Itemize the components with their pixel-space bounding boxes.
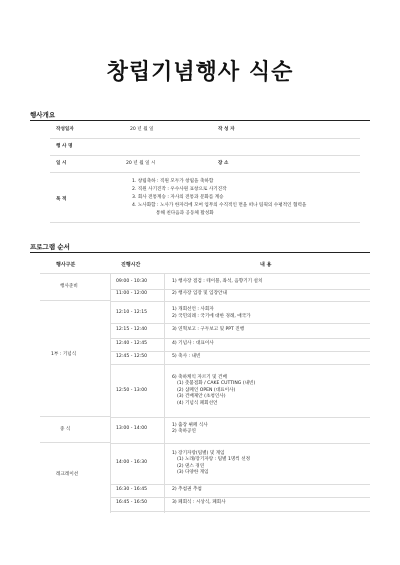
datetime-value: 20 년 월 일 시 [126,161,156,166]
row-content-line: (1) 노래/장기자랑 : 팀별 1명씩 선정 [177,457,251,463]
row-content-line: 6) 축하케익 자르기 및 건배 [172,375,227,380]
header-underline [40,273,370,274]
row-time: 12:50 - 13:00 [116,387,148,393]
event-name-label: 행 사 명 [56,144,73,149]
row-content-line: (3) 건배제안 (초청인사) [177,394,226,400]
row-line [110,511,370,512]
row-time: 12:10 - 12:15 [116,310,148,316]
overview-row-line [50,172,360,173]
header-category: 행사구분 [56,262,76,268]
column-divider [164,273,165,513]
row-content-line: 1) 개회선언 : 사회자 [172,307,214,313]
column-divider [110,273,111,513]
row-content-line: 3) 연혁보고 : 구두보고 및 PPT 진행 [172,327,245,333]
row-content-line: 5) 축사 : 내빈 [172,353,201,359]
row-content [172,307,251,320]
purpose-item: 4. 노사화합 : 노사가 한자리에 모여 업무의 수직적인 면을 떠나 팀웍의 수평적인 협력을 [132,203,307,208]
row-content [172,423,208,436]
group-row-line [40,442,110,443]
row-time: 14:00 - 16:30 [116,460,148,466]
row-content-line: 1) 행사장 점검 : 테이블, 좌석, 음향기기 설치 [172,278,263,284]
program-heading: 프로그램 순서 [30,243,70,251]
purpose-item: 3. 회사 전통계승 : 자사의 전통과 문화를 계승 [132,195,224,200]
row-content-line: 4) 기념사 : 대표이사 [172,340,214,346]
row-content [172,487,202,493]
row-content-line: 2) 국민의례 : 국기에 대한 경례, 애국가 [172,313,251,319]
row-content-line: 1) 장기자랑(팀별) 및 게임 [172,450,225,456]
purpose-item: 통해 친다음과 공동체 활성화 [156,211,214,216]
row-content-line: 2) 추첨권 추첨 [172,486,202,492]
row-time: 16:45 - 16:50 [116,500,148,506]
row-line [110,323,370,324]
row-time: 13:00 - 14:00 [116,425,148,431]
row-content-line: 1) 출장 뷔페 식사 [172,422,208,428]
row-line [110,364,370,365]
row-line [110,289,370,290]
group-label: 레크레이션 [56,472,79,477]
author-label: 작 성 자 [218,127,235,132]
row-content [172,291,227,297]
row-content [172,375,255,407]
row-content [172,327,244,333]
purpose-label: 목 적 [56,197,67,202]
row-content [172,500,226,506]
row-line [110,351,370,352]
row-line [110,443,370,444]
datetime-label: 일 시 [56,161,67,166]
row-time: 09:00 - 10:30 [116,278,148,284]
program-divider [30,252,370,253]
row-content-line: (4) 기념식 폐회선언 [177,400,218,406]
row-line [110,484,370,485]
overview-divider [30,120,370,121]
row-time: 12:45 - 12:50 [116,353,148,359]
row-content-line: (2) 샴페인 OPEN (대표이사) [177,387,236,393]
group-label: 1부 : 기념식 [51,352,77,357]
row-content-line: (3) 다양한 게임 [177,469,209,475]
purpose-item: 1. 창립축하 : 직원 모두가 창립을 축하함 [132,179,214,184]
row-content [172,341,214,347]
group-label: 중 식 [60,427,71,432]
row-line [110,301,370,302]
overview-row-line [50,222,360,223]
row-time: 12:15 - 12:40 [116,327,148,333]
row-time: 11:00 - 12:00 [116,291,148,297]
page-title: 창립기념행사 식순 [106,60,294,85]
header-time: 진행시간 [121,262,141,268]
row-content [172,279,262,285]
row-content [172,451,250,477]
location-label: 장 소 [218,161,229,166]
row-content-line: (2) 댄스 경연 [177,463,205,469]
purpose-item: 2. 직원 사기진작 : 우수사원 표창으로 사기진작 [132,187,227,192]
row-content-line: 2) 축하공연 [172,429,196,434]
row-line [110,417,370,418]
overview-heading: 행사개요 [30,111,56,119]
row-time: 12:40 - 12:45 [116,340,148,346]
row-line [110,338,370,339]
row-content-line: (1) 촛불점화 / CAKE CUTTING (내빈) [177,381,256,387]
group-row-line [40,416,110,417]
group-label: 행사준비 [60,284,78,289]
row-content [172,354,200,360]
group-row-line [40,300,110,301]
row-time: 16:30 - 16:45 [116,486,148,492]
overview-row-line [50,155,360,156]
row-content-line: 2) 행사장 입장 및 입장안내 [172,291,227,297]
overview-row-line [50,138,360,139]
created-date-value: 20 년 월 일 [130,127,154,132]
created-date-label: 작성일자 [56,127,74,132]
header-content: 내 용 [260,262,272,268]
row-line [110,497,370,498]
row-content-line: 3) 폐회식 : 시상식, 폐회사 [172,500,226,506]
